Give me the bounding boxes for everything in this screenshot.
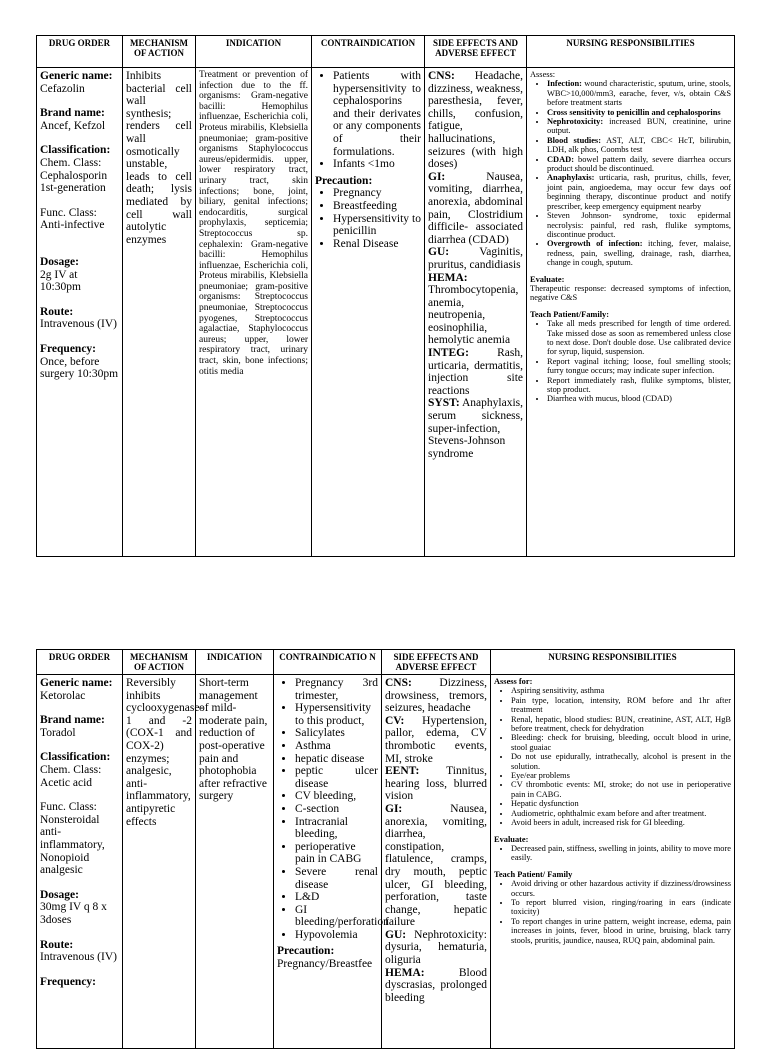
header-contraindication: CONTRAINDICATION xyxy=(312,36,425,68)
assess-item: • Do not use epidurally, intrathecally, alcohol is present in the solution. xyxy=(511,752,731,771)
header-drug-order: DRUG ORDER xyxy=(37,36,123,68)
generic-label: Generic name: xyxy=(40,677,113,689)
teach-item: • To report blurred vision, ringing/roaring in ears (indicate toxicity) xyxy=(511,898,731,917)
contra-item: • Hypersensitivity to this product, xyxy=(295,702,378,727)
assess-label: Assess: xyxy=(530,70,556,79)
classification-label: Classification: xyxy=(40,751,111,764)
precaution-label: Precaution: xyxy=(315,174,373,187)
chem-class: Chem. Class: Cephalosporin 1st-generation xyxy=(40,156,108,195)
assess-item: • Infection: wound characteristic, sputum, urine, stools, WBC>10,000/mm3, earache, fever, v/s, obtain C&S before treatment starts xyxy=(547,79,731,107)
generic-name: Ketorolac xyxy=(40,689,86,702)
mechanism-cell: Reversibly inhibits cyclooxygenase-1 and -2 (COX-1 and COX-2) enzymes; analgesic, anti-inflammatory, antipyretic effects xyxy=(123,675,196,1049)
precaution-item: • Breastfeeding xyxy=(333,200,421,213)
precaution-item: • Renal Disease xyxy=(333,238,421,251)
classification-label: Classification: xyxy=(40,144,111,157)
side-group: CV: Hypertension, pallor, edema, CV thrombotic events, MI, stroke xyxy=(385,714,487,765)
brand-label: Brand name: xyxy=(40,714,105,727)
frequency-label: Frequency: xyxy=(40,342,97,355)
header-nursing: NURSING RESPONSIBILITIES xyxy=(491,650,735,675)
contra-item: • Pregnancy 3rd trimester, xyxy=(295,677,378,702)
route-label: Route: xyxy=(40,938,74,951)
contra-item: • peptic ulcer disease xyxy=(295,765,378,790)
brand-name: Ancef, Kefzol xyxy=(40,119,106,132)
generic-label: Generic name: xyxy=(40,70,113,82)
dosage: 2g IV at 10:30pm xyxy=(40,268,81,294)
header-mechanism: MECHANISM OF ACTION xyxy=(123,36,196,68)
side-group: HEMA: Thrombocytopenia, anemia, neutropenia, eosinophilia, hemolytic anemia xyxy=(428,271,519,347)
evaluate-label: Evaluate: xyxy=(530,274,565,284)
side-group: CNS: Dizziness, drowsiness, tremors, seizures, headache xyxy=(385,677,487,715)
route: Intravenous (IV) xyxy=(40,951,117,964)
brand-name: Toradol xyxy=(40,726,76,739)
contra-item: • Salicylates xyxy=(295,727,378,740)
teach-label: Teach Patient/Family: xyxy=(530,309,610,319)
contra-item: • Severe renal disease xyxy=(295,866,378,891)
contra-item: • Infants <1mo xyxy=(333,158,421,171)
frequency-label: Frequency: xyxy=(40,975,97,988)
side-group: GI: Nausea, anorexia, vomiting, diarrhea, constipation, flatulence, cramps, dry mouth, peptic ulcer, GI bleeding, perforation, taste change, hepatic failure xyxy=(385,802,487,929)
mechanism-cell: Inhibits bacterial cell wall synthesis; renders cell wall osmotically unstable, leads to cell death; lysis mediated by cell wall autolytic enzymes xyxy=(123,68,196,557)
contra-item: • Intracranial bleeding, xyxy=(295,816,378,841)
assess-label: Assess for: xyxy=(494,677,533,686)
contra-item: • GI bleeding/perforation xyxy=(295,904,378,929)
func-class: Func. Class: Anti-infective xyxy=(40,206,105,232)
side-effects-cell xyxy=(425,68,527,557)
contra-item: • hepatic disease xyxy=(295,753,378,766)
precaution-item: • Pregnancy xyxy=(333,187,421,200)
assess-item: • Audiometric, ophthalmic exam before and after treatment. xyxy=(511,809,731,818)
nursing-cell xyxy=(527,68,735,557)
assess-item: • CDAD: bowel pattern daily, severe diarrhea occurs product should be discontinued. xyxy=(547,155,731,174)
contra-item: • Hypovolemia xyxy=(295,929,378,942)
assess-item: • Avoid beers in adult, increased risk for GI bleeding. xyxy=(511,818,731,827)
assess-item: • Aspiring sensitivity, asthma xyxy=(511,686,731,695)
contraindication-cell xyxy=(274,675,389,1049)
assess-item: • Nephrotoxicity: increased BUN, creatinine, urine output. xyxy=(547,117,731,136)
dosage: 30mg IV q 8 x 3doses xyxy=(40,901,107,926)
indication-cell: Treatment or prevention of infection due to the ff. organisms: Gram-negative bacilli: Hemophilus influenzae, Escherichia coli, Proteus mirabilis, Klebsiella pneumoniae; gram-positive organisms Staphylococcus aureus/epidermidis. upper, lower respiratory tract, urinary tract, skin infections; bone, joint, biliary, genital infections; endocarditis, surgical prophylaxis, septicemia; Streptococcus sp. cephalexin: Gram-negative bacilli: Hemophilus influenzae, Escherichia coli, Proteus mirabilis, Klebsiella pneumoniae; gram-positive organisms: Streptococcus pneumoniae, Streptococcus pyogenes, Streptococcus agalactiae, Staphylococcus aureus; upper, lower respiratory tract, urinary tract, skin, bone infections; otitis media xyxy=(196,68,312,557)
side-group: GU: Vaginitis, pruritus, candidiasis xyxy=(428,246,523,271)
teach-item: • To report changes in urine pattern, weight increase, edema, pain increases in joints, fever, blood in urine, bruising, black tarry stools, pruritis, jaundice, nausea, RUQ pain, abdominal pain. xyxy=(511,917,731,945)
header-indication: INDICATION xyxy=(196,36,312,68)
header-drug-order: DRUG ORDER xyxy=(37,650,123,675)
side-group: EENT: Tinnitus, hearing loss, blurred vision xyxy=(385,765,487,803)
side-group: SYST: Anaphylaxis, serum sickness, super-infection, Stevens-Johnson syndrome xyxy=(428,397,523,460)
assess-item: • Eye/ear problems xyxy=(511,771,731,780)
assess-item: • Cross sensitivity to penicillin and cephalosporins xyxy=(547,108,731,117)
side-group: GI: Nausea, vomiting, diarrhea, anorexia, abdominal pain, Clostridium difficile- associated diarrhea (CDAD) xyxy=(428,170,523,246)
assess-item: • Hepatic dysfunction xyxy=(511,799,731,808)
teach-item: • Avoid driving or other hazardous activity if dizziness/drowsiness occurs. xyxy=(511,879,731,898)
side-effects-cell xyxy=(382,675,491,1049)
teach-item: • Report immediately rash, flulike symptoms, blister, stop product. xyxy=(547,376,731,395)
drug-card-cefazolin xyxy=(36,35,735,557)
teach-item: • Diarrhea with mucus, blood (CDAD) xyxy=(547,394,731,403)
precaution-item: • Hypersensitivity to penicillin xyxy=(333,213,421,238)
assess-item: • Steven Johnson- syndrome, toxic epidermal necrolysis: painful, red rash, flulike symptoms, discontinue product. xyxy=(547,211,731,239)
contra-item: • perioperative pain in CABG xyxy=(295,841,378,866)
drug-order-cell xyxy=(37,68,123,557)
route-label: Route: xyxy=(40,305,74,318)
contra-item: • CV bleeding, xyxy=(295,790,378,803)
func-class: Func. Class: Nonsteroidal anti-inflammatory, Nonopioid analgesic xyxy=(40,801,105,877)
evaluate-item: • Decreased pain, stiffness, swelling in joints, ability to move more easily. xyxy=(511,844,731,863)
precaution-text: Pregnancy/Breastfee xyxy=(277,958,373,971)
header-side-effects: SIDE EFFECTS AND ADVERSE EFFECT xyxy=(425,36,527,68)
header-contraindication: CONTRAINDICATIO N xyxy=(274,650,382,675)
nursing-cell xyxy=(491,675,735,1049)
side-group: INTEG: Rash, urticaria, dermatitis, injection site reactions xyxy=(428,347,523,397)
drug-order-cell xyxy=(37,675,123,1049)
contraindication-cell xyxy=(312,68,425,557)
generic-name: Cefazolin xyxy=(40,82,85,95)
header-indication: INDICATION xyxy=(196,650,274,675)
evaluate-label: Evaluate: xyxy=(494,834,529,844)
dosage-label: Dosage: xyxy=(40,888,79,901)
teach-item: • Take all meds prescribed for length of time ordered. Take missed dose as soon as remembered unless close to next dose. Don't double dose. Use calibrated device for syrup, liquid, suspension. xyxy=(547,319,731,357)
side-group: HEMA: Blood dyscrasias, prolonged bleeding xyxy=(385,966,487,1004)
side-group: CNS: Headache, dizziness, weakness, paresthesia, fever, chills, confusion, fatigue, hallucinations, seizures (with high doses) xyxy=(428,70,523,171)
evaluate-text: Therapeutic response: decreased symptoms of infection, negative C&S xyxy=(530,283,731,303)
drug-card-ketorolac xyxy=(36,649,735,1049)
contra-item: • C-section xyxy=(295,803,378,816)
side-group: GU: Nephrotoxicity: dysuria, hematuria, oliguria xyxy=(385,928,487,967)
teach-item: • Report vaginal itching; loose, foul smelling stools; furry tongue occurs; may indicate super infection. xyxy=(547,357,731,376)
indication-cell: Short-term management of mild-moderate pain, reduction of post-operative pain and photophobia after refractive surgery xyxy=(196,675,274,1049)
contra-item: • L&D xyxy=(295,891,378,904)
precaution-label: Precaution: xyxy=(277,945,335,958)
chem-class: Chem. Class: Acetic acid xyxy=(40,763,102,789)
brand-label: Brand name: xyxy=(40,107,105,120)
header-nursing: NURSING RESPONSIBILITIES xyxy=(527,36,735,68)
frequency: Once, before surgery 10:30pm xyxy=(40,355,119,381)
dosage-label: Dosage: xyxy=(40,255,79,268)
assess-item: • CV thrombotic events: MI, stroke; do not use in perioperative pain in CABG. xyxy=(511,780,731,799)
teach-label: Teach Patient/ Family xyxy=(494,869,573,879)
contra-item: • Patients with hypersensitivity to cephalosporins and their derivates or any components of their formulations. xyxy=(333,70,421,158)
assess-item: • Renal, hepatic, blood studies: BUN, creatinine, AST, ALT, HgB before treatment, check for dehydration xyxy=(511,715,731,734)
header-mechanism: MECHANISM OF ACTION xyxy=(123,650,196,675)
assess-item: • Blood studies: AST, ALT, CBC< HcT, bilirubin, LDH, alk phos, Coombs test xyxy=(547,136,731,155)
assess-item: • Pain type, location, intensity, ROM before and 1hr after treatment xyxy=(511,696,731,715)
header-side-effects: SIDE EFFECTS AND ADVERSE EFFECT xyxy=(382,650,491,675)
assess-item: • Anaphylaxis: urticaria, rash, pruritus, chills, fever, joint pain, angioedema, may occur few days oof beginning therapy, discontinue product and notify prescriber, keep emergency equipment nearby xyxy=(547,173,731,211)
route: Intravenous (IV) xyxy=(40,318,117,331)
contra-item: • Asthma xyxy=(295,740,378,753)
assess-item: • Overgrowth of infection: itching, fever, malaise, redness, pain, swelling, drainage, rash, diarrhea, change in cough, sputum. xyxy=(547,239,731,267)
assess-item: • Bleeding: check for bruising, bleeding, occult blood in urine, stool guaiac xyxy=(511,733,731,752)
